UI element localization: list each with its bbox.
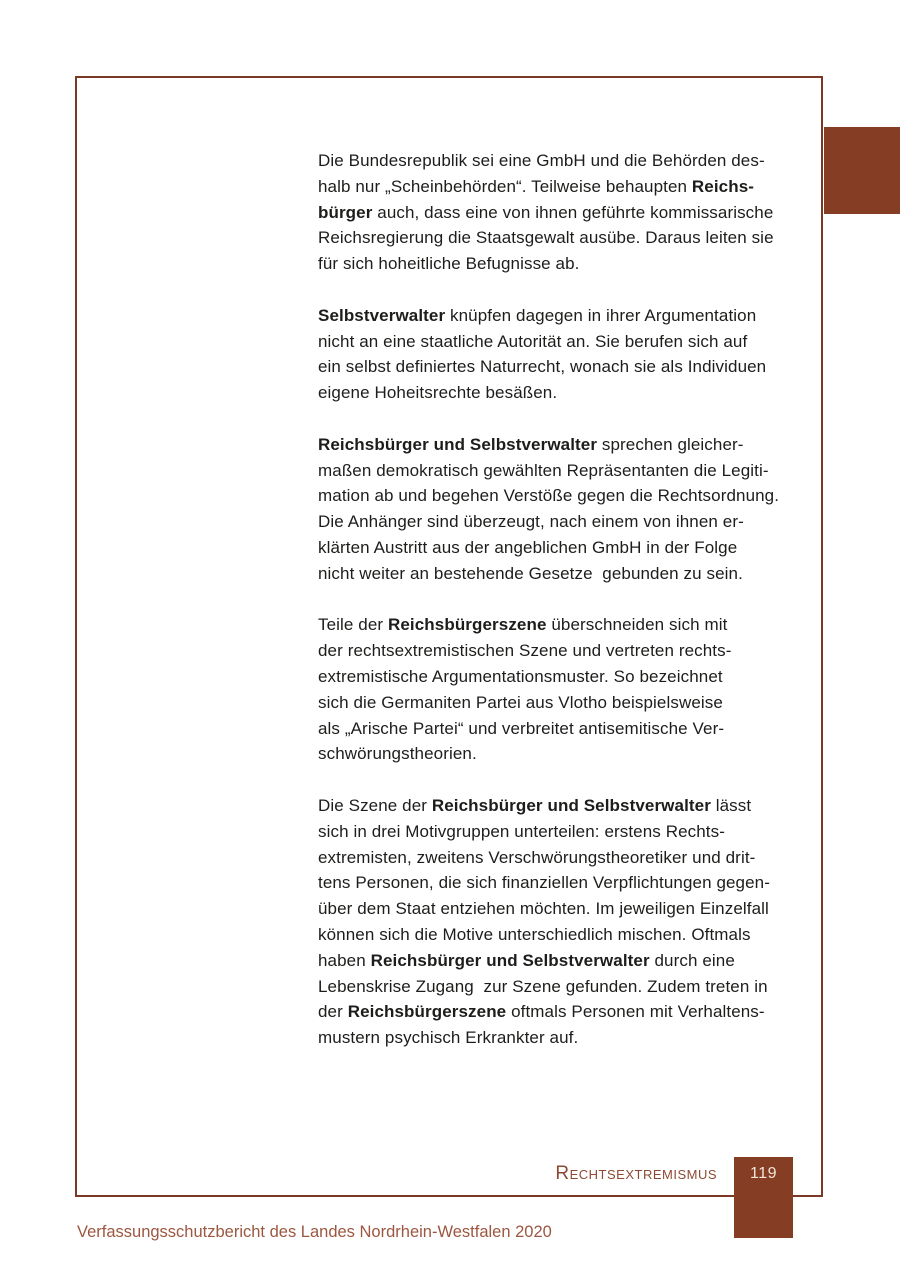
paragraph [318,303,810,406]
page-number-box [734,1157,793,1238]
text-run: Die Bundesrepublik sei eine GmbH und die Behörden des- [318,151,765,170]
text-run: mation ab und begehen Verstöße gegen die Rechtsordnung. [318,486,780,506]
text-run: schwörungstheorien. [318,744,477,764]
text-run: oftmals Personen mit Verhaltens- [506,1002,765,1022]
text-run: der [318,1002,348,1022]
bold-term: Selbstverwalter [318,305,446,325]
paragraph [318,148,810,277]
paragraph [318,612,810,767]
text-run: durch eine [649,950,735,970]
text-run: klärten Austritt aus der angeblichen GmbH in der Folge [318,537,738,557]
text-run: über dem Staat entziehen möchten. Im jeweiligen Einzelfall [318,899,769,919]
text-run: maßen demokratisch gewählten Repräsentanten die Legiti- [318,460,769,480]
running-footer-section-label: Rechtsextremismus [555,1163,717,1184]
bold-term: bürger [318,202,373,222]
bold-term: Reichsbürgerszene [347,1002,507,1022]
text-run: lässt [710,795,752,815]
text-run: Die Anhänger sind überzeugt, nach einem von ihnen er- [318,512,744,532]
bold-term: Reichsbürgerszene [387,615,547,635]
text-run: Die Szene der [318,795,432,815]
text-run: Lebenskrise Zugang zur Szene gefunden. Zudem treten in [318,976,768,996]
text-run: ein selbst definiertes Naturrecht, wonach sie als Individuen [318,357,767,377]
bold-term: Reichsbürger und Selbstverwalter [318,434,598,454]
body-text-column [318,148,810,1077]
text-run: können sich die Motive unterschiedlich mischen. Oftmals [318,924,751,944]
text-run: nicht an eine staatliche Autorität an. Sie berufen sich auf [318,331,748,351]
report-title-footer: Verfassungsschutzbericht des Landes Nordrhein-Westfalen 2020 [77,1223,552,1241]
text-run: extremisten, zweitens Verschwörungstheoretiker und drit- [318,847,756,867]
bold-term: Reichsbürger und Selbstverwalter [431,795,711,815]
text-run: haben [318,950,371,970]
text-run: Reichsregierung die Staatsgewalt ausübe. Daraus leiten sie [318,228,774,248]
bold-term: Reichsbürger und Selbstverwalter [370,950,650,970]
text-run: eigene Hoheitsrechte besäßen. [318,383,558,403]
text-run: sprechen gleicher- [597,434,744,454]
bold-term: Reichs- [691,176,755,196]
text-run: der rechtsextremistischen Szene und vertreten rechts- [318,641,732,661]
text-run: als „Arische Partei“ und verbreitet antisemitische Ver- [318,718,725,738]
text-run: sich die Germaniten Partei aus Vlotho beispielsweise [318,692,723,712]
text-run: nicht weiter an bestehende Gesetze gebunden zu sein. [318,563,743,583]
paragraph [318,432,810,587]
text-run: halb nur „Scheinbehörden“. Teilweise behaupten [318,176,692,196]
text-run: für sich hoheitliche Befugnisse ab. [318,254,580,274]
text-run: auch, dass eine von ihnen geführte kommissarische [372,202,774,222]
text-run: sich in drei Motivgruppen unterteilen: erstens Rechts- [318,821,725,841]
page-number: 119 [749,1165,777,1182]
text-run: extremistische Argumentationsmuster. So bezeichnet [318,666,723,686]
text-run: überschneiden sich mit [546,615,728,635]
chapter-edge-tab [824,127,900,214]
text-run: knüpfen dagegen in ihrer Argumentation [445,305,757,325]
paragraph [318,793,810,1051]
text-run: tens Personen, die sich finanziellen Verpflichtungen gegen- [318,873,770,893]
text-run: mustern psychisch Erkrankter auf. [318,1028,579,1048]
text-run: Teile der [318,615,388,635]
